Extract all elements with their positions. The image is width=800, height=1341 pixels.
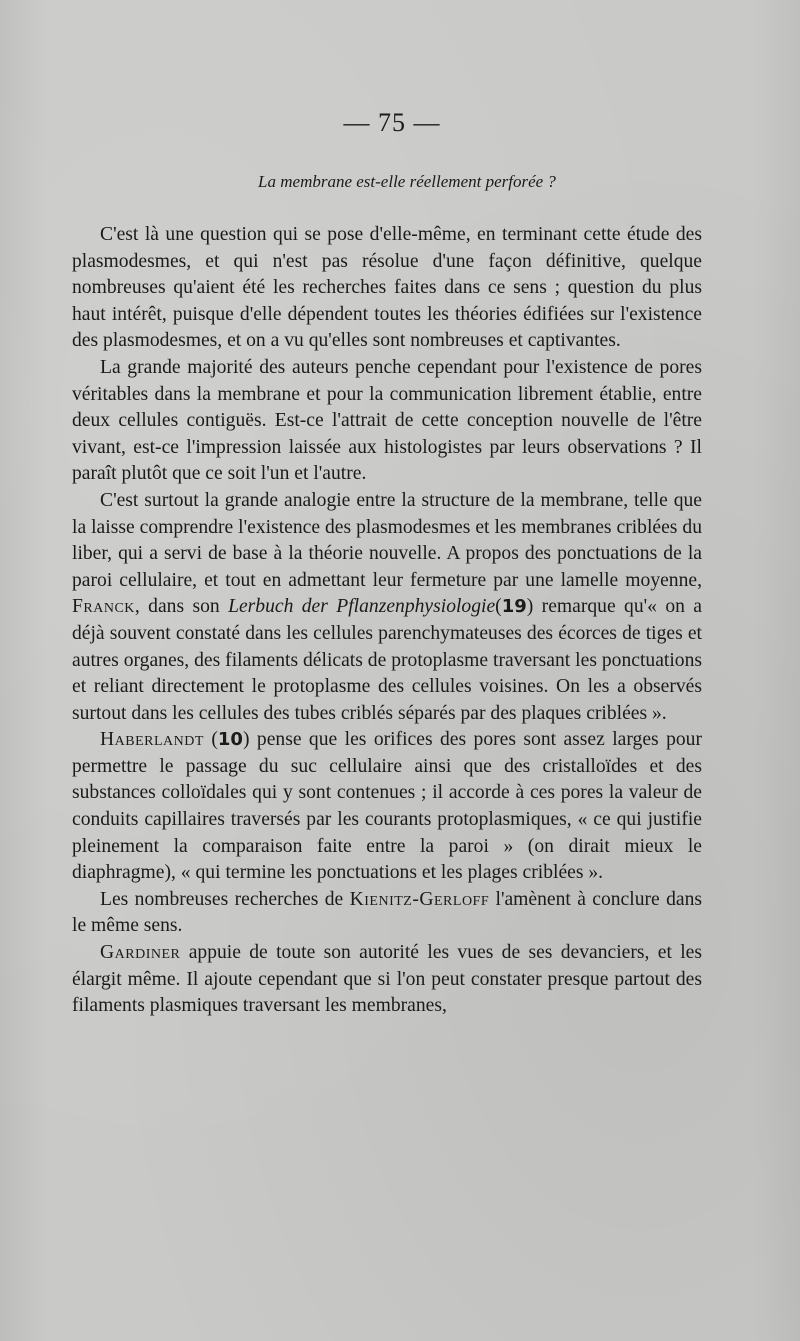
paragraph-text: l'amènent à conclure dans le même sens. [72, 888, 702, 937]
ref-paren: ( [495, 596, 502, 618]
author-name: Haberlandt [100, 729, 204, 751]
paragraph-text: pense que les orifices des pores sont assez larges pour permettre le passage du suc cellulaire ainsi que des cristalloïdes et des substances colloïdales qui y sont contenues ; il accorde à ces pores la valeur de conduits capillaires traversés par les courants protoplasmiques, « ce qui justifie pleinement la comparaison faite entre la paroi » (on dirait mieux le diaphragme), « qui termine les ponctuations et les plages criblées ». [72, 729, 702, 884]
reference-number: 10 [217, 729, 243, 751]
reference-number: 19 [501, 596, 527, 618]
page-number: — 75 — [343, 108, 441, 137]
paragraph-text: , dans son [134, 596, 229, 618]
paragraph-text: C'est surtout la grande analogie entre la structure de la membrane, telle que la laisse comprendre l'existence des plasmodesmes et les membranes criblées du liber, qui a servi de base à la théorie nouvelle. A propos des ponctuations de la paroi cellulaire, et tout en admettant leur fermeture par une lamelle moyenne, [72, 489, 702, 591]
author-name: Gardiner [100, 942, 181, 964]
ref-paren: ) [242, 729, 250, 751]
book-title: Lerbuch der Pflanzenphysiologie [228, 596, 496, 618]
author-name: Kienitz-Gerloff [349, 888, 490, 910]
paragraph-6 [72, 940, 702, 1020]
paragraph-5 [72, 887, 702, 940]
paragraph-3 [72, 488, 702, 727]
paragraph-2 [72, 355, 702, 488]
paragraph-text: remarque qu'« on a déjà souvent constaté dans les cellules parenchymateuses des écorces de tiges et autres organes, des filaments délicats de protoplasme traversant les ponctuations et reliant directement le protoplasme des cellules voisines. On les a observés surtout dans les cellules des tubes criblés séparés par des plaques criblées ». [72, 596, 702, 724]
ref-paren: ( [203, 729, 218, 751]
paragraph-text: La grande majorité des auteurs penche cependant pour l'existence de pores véritables dans la membrane et pour la communication librement établie, entre deux cellules contiguës. Est-ce l'attrait de cette conception nouvelle de l'être vivant, est-ce l'impression laissée aux histologistes par leurs observations ? Il paraît plutôt que ce soit l'un et l'autre. [72, 356, 702, 485]
paragraph-text: Les nombreuses recherches de [100, 888, 350, 910]
paragraph-text: C'est là une question qui se pose d'elle-même, en terminant cette étude des plasmodesmes, et qui n'est pas résolue d'une façon définitive, quelque nombreuses qu'aient été les recherches faites dans ce sens ; question du plus haut intérêt, puisque d'elle dépendent toutes les théories édifiées sur l'existence des plasmodesmes, et on a vu qu'elles sont nombreuses et captivantes. [72, 224, 702, 352]
paragraph-1 [72, 222, 702, 355]
author-name: Franck [72, 596, 135, 618]
ref-paren: ) [526, 596, 534, 618]
paragraph-4 [72, 727, 702, 887]
document-page [72, 108, 702, 1020]
paragraph-text: appuie de toute son autorité les vues de ses devanciers, et les élargit même. Il ajoute cependant que si l'on peut constater presque partout des filaments plasmiques traversant les membranes, [72, 942, 702, 1017]
section-title: La membrane est-elle réellement perforée ? [258, 172, 556, 191]
